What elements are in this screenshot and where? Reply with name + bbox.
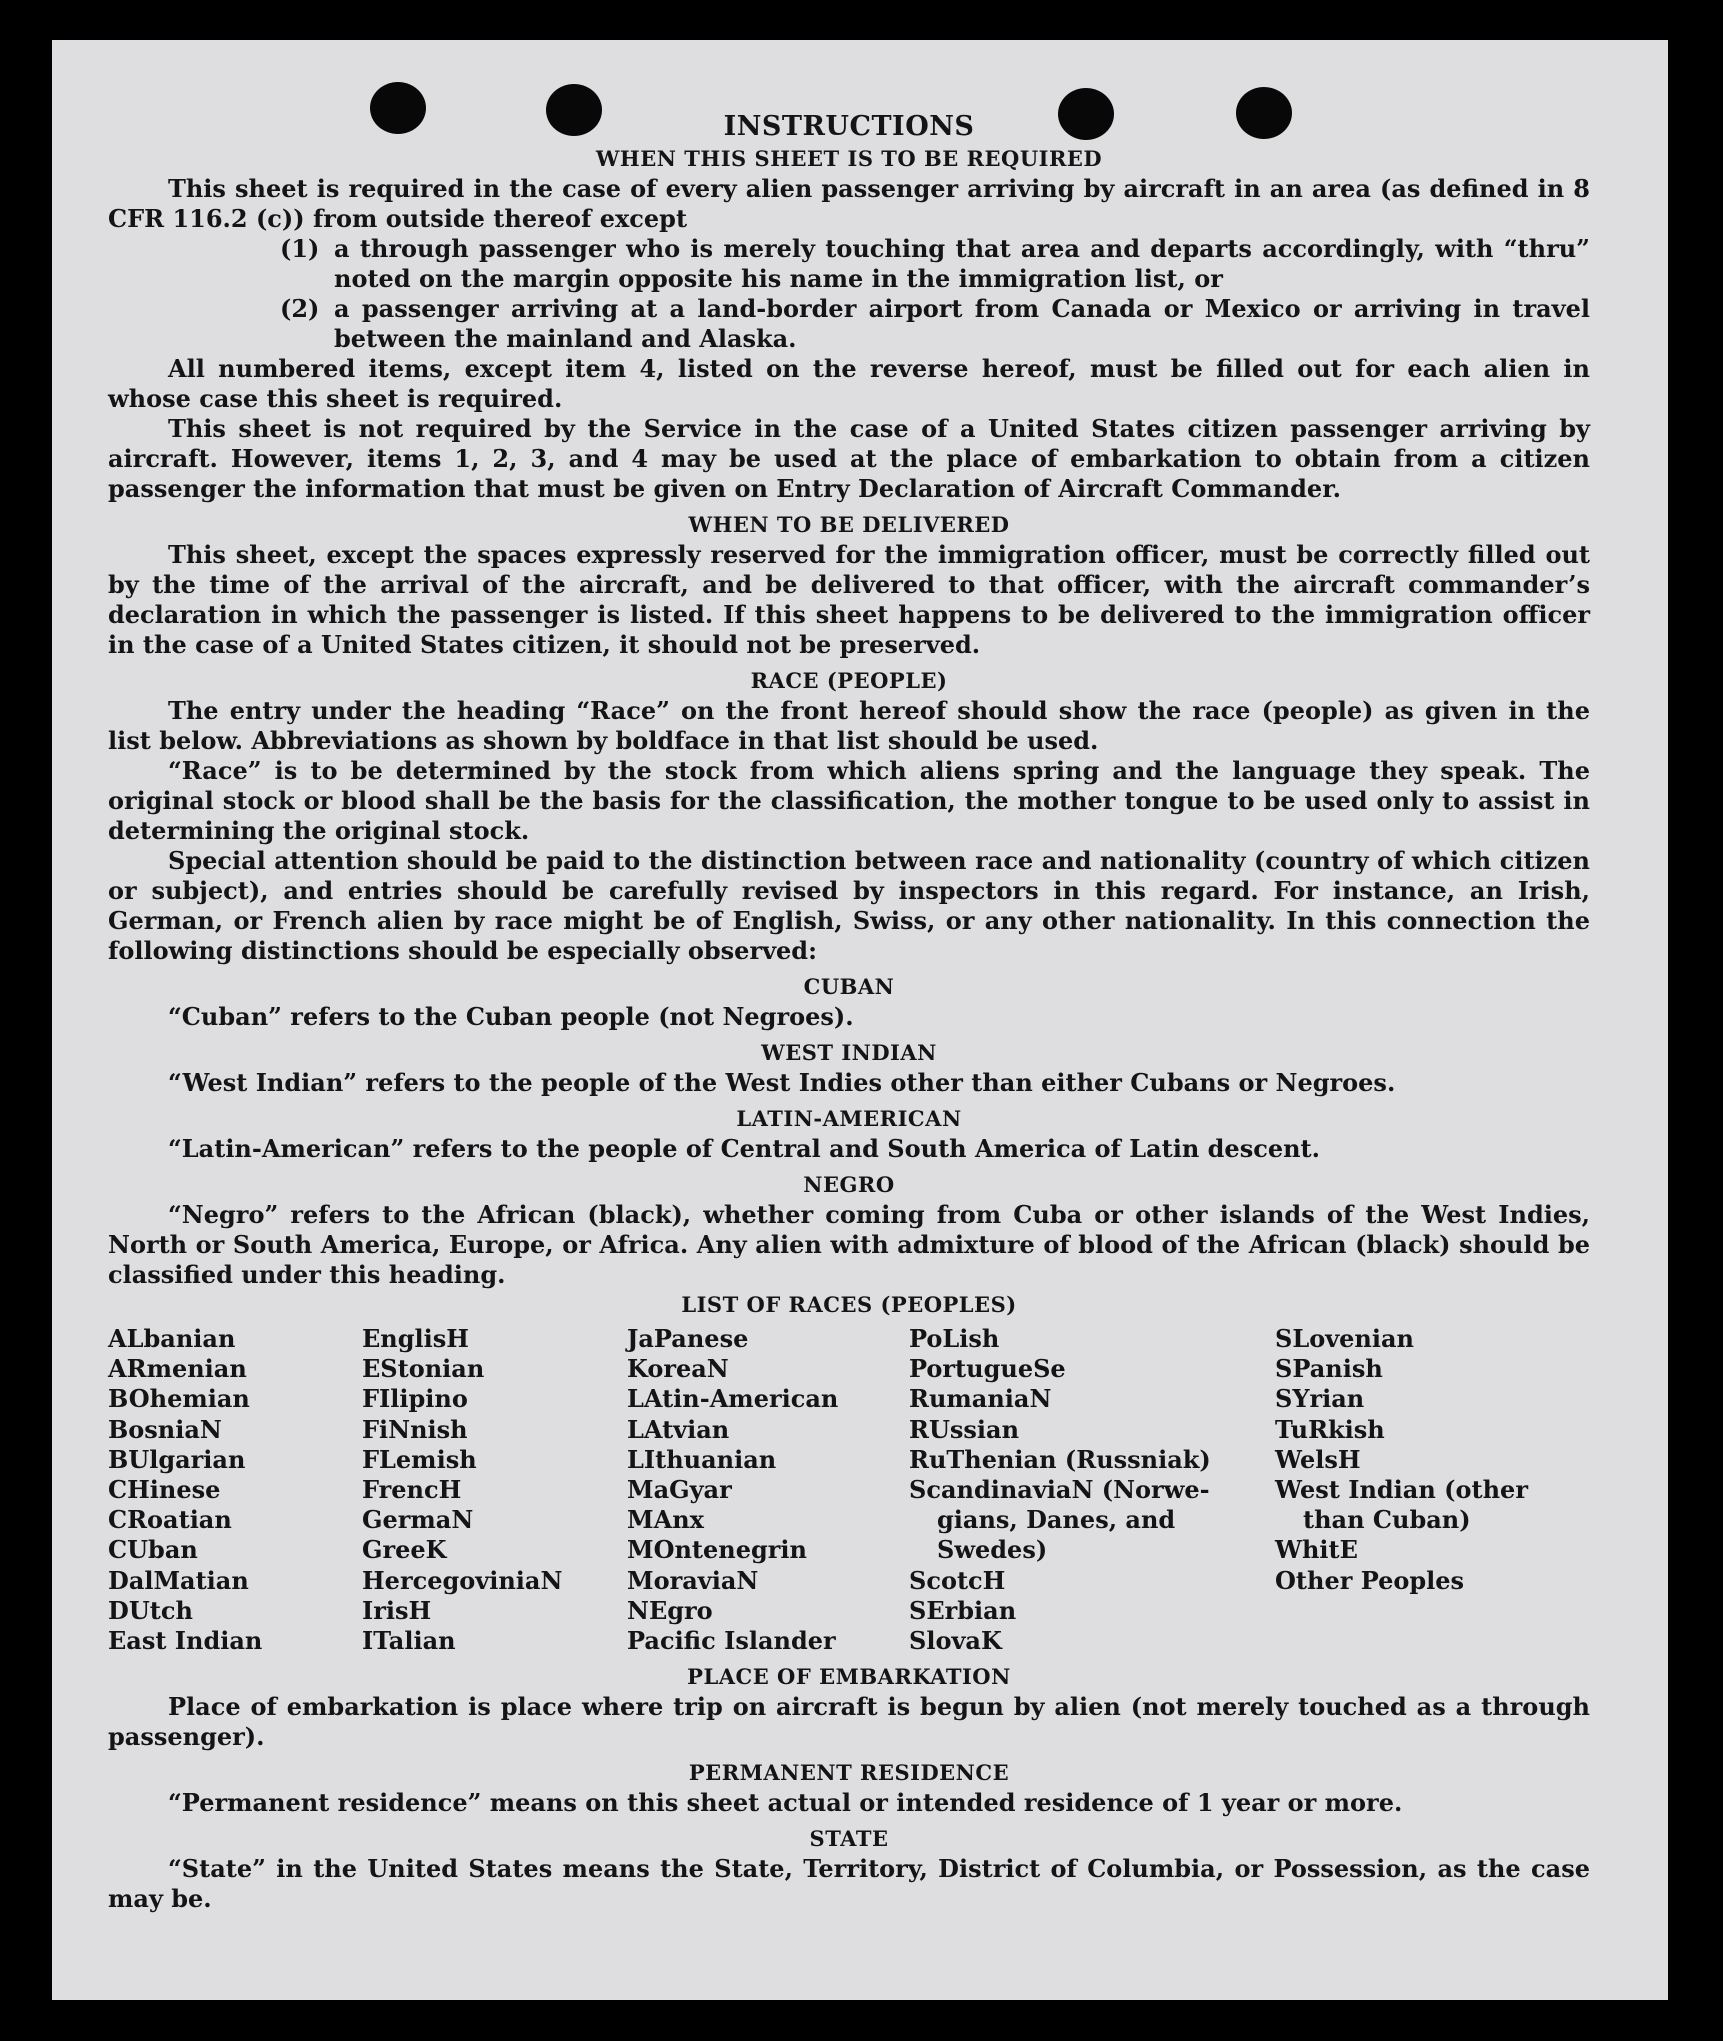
race-list [108,1324,1590,1656]
race-entry: HercegoviniaN [362,1565,563,1595]
race-column [627,1324,909,1656]
race-entry: EnglisH [362,1324,469,1353]
page-title: INSTRUCTIONS [723,111,975,142]
race-entry: IrisH [362,1595,432,1625]
race-entry: RumaniaN [909,1384,1052,1414]
race-entry: FLemish [362,1444,477,1474]
paragraph: “Race” is to be determined by the stock from which aliens spring and the language they speak. The original stock or blood shall be the basis for the classification, the mother tongue to be used only to assist in determining the original stock. [108,756,1590,845]
paragraph: “Cuban” refers to the Cuban people (not Negroes). [168,1002,854,1031]
paragraph: “State” in the United States means the State, Territory, District of Columbia, or Possession, as the case may be. [108,1854,1590,1914]
race-entry: MaGyar [627,1475,732,1505]
race-entry: ScandinaviaN (Norwe- [909,1475,1210,1505]
race-entry: RUssian [909,1414,1020,1444]
race-entry: WhitE [1275,1535,1358,1565]
section-heading: WHEN TO BE DELIVERED [688,512,1010,537]
race-entry: West Indian (other [1275,1475,1528,1505]
item-number: (1) [280,234,320,263]
list-item [280,234,1590,294]
race-entry: PoLish [909,1324,1000,1353]
race-entry: SLovenian [1275,1324,1414,1353]
race-entry: EStonian [362,1354,485,1384]
section-heading: PLACE OF EMBARKATION [687,1664,1011,1690]
race-entry: FIlipino [362,1384,468,1414]
race-entry: BUlgarian [108,1444,246,1474]
item-text: a through passenger who is merely touching that area and departs accordingly, with “thru” noted on the margin opposite his name in the immigration list, or [334,234,1590,293]
item-number: (2) [280,294,320,323]
race-entry: TuRkish [1275,1414,1385,1444]
race-entry: CUban [108,1535,198,1565]
paragraph: “West Indian” refers to the people of the West Indies other than either Cubans or Negroes. [168,1068,1396,1097]
paragraph: This sheet, except the spaces expressly reserved for the immigration officer, must be correctly filled out by the time of the arrival of the aircraft, and be delivered to that officer, with the aircraft commander’s declaration in which the passenger is listed. If this sheet happens to be delivered to the immigration officer in the case of a United States citizen, it should not be preserved. [108,540,1590,659]
race-entry: Pacific Islander [627,1626,836,1656]
race-entry: Other Peoples [1275,1565,1465,1595]
section-heading: LATIN-AMERICAN [736,1106,962,1131]
paragraph: The entry under the heading “Race” on the front hereof should show the race (people) as given in the list below. Abbreviations as shown by boldface in that list should be used. [108,696,1590,755]
race-entry: East Indian [108,1626,263,1656]
race-entry: GermaN [362,1505,474,1535]
race-entry: ALbanian [108,1324,236,1353]
section-heading: NEGRO [803,1172,895,1197]
race-entry: PortugueSe [909,1354,1066,1384]
paragraph: All numbered items, except item 4, listed on the reverse hereof, must be filled out for each alien in whose case this sheet is required. [108,354,1590,413]
paragraph: This sheet is required in the case of every alien passenger arriving by aircraft in an area (as defined in 8 CFR 116.2 (c)) from outside thereof except [108,174,1590,233]
section-heading: PERMANENT RESIDENCE [688,1760,1010,1786]
race-entry: LAtin-American [627,1384,839,1414]
race-entry: than Cuban) [1303,1505,1471,1535]
race-entry: FrencH [362,1475,462,1505]
race-column [1275,1324,1590,1656]
race-entry: WelsH [1275,1444,1361,1474]
paragraph: “Permanent residence” means on this sheet actual or intended residence of 1 year or more. [168,1788,1403,1818]
section-heading: CUBAN [803,974,895,999]
race-column [362,1324,627,1656]
item-text: a passenger arriving at a land-border airport from Canada or Mexico or arriving in travel between the mainland and Alaska. [334,294,1590,353]
race-entry: LIthuanian [627,1444,777,1474]
race-entry: NEgro [627,1595,713,1625]
race-entry: JaPanese [627,1324,749,1353]
list-item [280,294,1590,354]
paragraph: Place of embarkation is place where trip on aircraft is begun by alien (not merely touched as a through passenger). [108,1692,1590,1752]
race-entry: ARmenian [108,1354,247,1384]
race-entry: MAnx [627,1505,704,1535]
race-entry: ScotcH [909,1565,1006,1595]
race-column [108,1324,362,1656]
race-entry: CHinese [108,1475,221,1505]
race-entry: CRoatian [108,1505,232,1535]
paragraph: “Latin-American” refers to the people of Central and South America of Latin descent. [168,1134,1320,1163]
race-entry: BosniaN [108,1414,222,1444]
race-entry: LAtvian [627,1414,730,1444]
race-entry: GreeK [362,1535,447,1565]
race-entry: MoraviaN [627,1565,759,1595]
section-heading: WEST INDIAN [761,1040,937,1065]
race-entry: Swedes) [937,1535,1048,1565]
section-heading: RACE (PEOPLE) [750,668,948,693]
race-entry: gians, Danes, and [937,1505,1176,1535]
section-heading: WHEN THIS SHEET IS TO BE REQUIRED [595,146,1103,171]
race-list-heading: LIST OF RACES (PEOPLES) [681,1292,1017,1317]
race-entry: SErbian [909,1595,1017,1625]
race-entry: SlovaK [909,1626,1002,1656]
race-entry: ITalian [362,1626,456,1656]
race-entry: SPanish [1275,1354,1383,1384]
section-heading: STATE [809,1826,889,1852]
paragraph: “Negro” refers to the African (black), whether coming from Cuba or other islands of the West Indies, North or South America, Europe, or Africa. Any alien with admixture of blood of the African (black) should be classified under this heading. [108,1200,1590,1289]
race-entry: RuThenian (Russniak) [909,1444,1211,1474]
race-entry: FiNnish [362,1414,468,1444]
race-entry: KoreaN [627,1354,729,1384]
race-entry: DUtch [108,1595,193,1625]
race-column [909,1324,1275,1656]
instructions-content [108,110,1590,1914]
race-entry: MOntenegrin [627,1535,807,1565]
race-entry: BOhemian [108,1384,250,1414]
paragraph: This sheet is not required by the Service in the case of a United States citizen passenger arriving by aircraft. However, items 1, 2, 3, and 4 may be used at the place of embarkation to obtain from a citizen passenger the information that must be given on Entry Declaration of Aircraft Commander. [108,414,1590,503]
paragraph: Special attention should be paid to the distinction between race and nationality (country of which citizen or subject), and entries should be carefully revised by inspectors in this regard. For instance, an Irish, German, or French alien by race might be of English, Swiss, or any other nationality. In this connection the following distinctions should be especially observed: [108,846,1590,965]
race-entry: DalMatian [108,1565,249,1595]
race-entry: SYrian [1275,1384,1365,1414]
